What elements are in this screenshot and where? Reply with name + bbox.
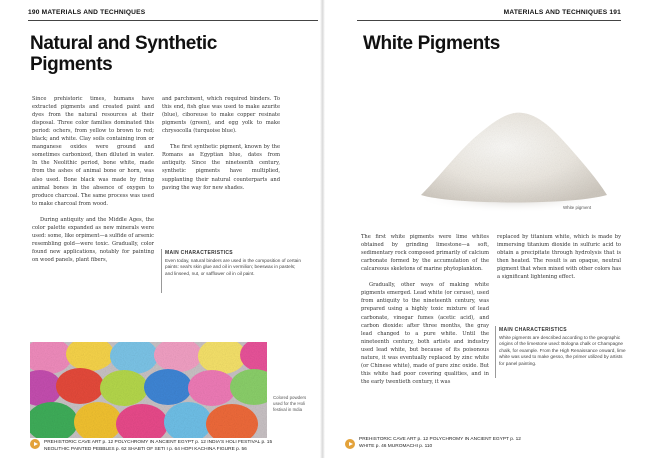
photo-caption-left: Colored powders used for the Holi festival in India [273, 395, 307, 412]
arrow-right-icon [30, 439, 40, 449]
crossref-line: WHITE p. 46 MUROMACHI p. 110 [359, 443, 433, 449]
right-page [323, 0, 645, 458]
paragraph: Gradually, other ways of making white pigments emerged. Lead white (or ceruse), used from antiquity to the nineteenth century, was prepared using a highly toxic mixture of lead carbonate, vinegar fumes (acetic acid), and carbon dioxide: after three months, the gray lead changed to a pure white. Until the nineteenth century, both artists and industry used lead white, but because of its poisonous nature, it was eventually replaced by zinc white (or Chinese white), made of pure zinc oxide. But this white had poor covering qualities, and in the early twentieth century, it was [361, 282, 489, 385]
left-column-1 [32, 87, 154, 272]
page-title-left: Natural and Synthetic Pigments [30, 33, 217, 76]
crossref-line: PREHISTORIC CAVE ART p. 12 POLYCHROMY IN ANCIENT EGYPT p. 12 INDIA'S HOLI FESTIVAL p. 15 [44, 440, 273, 445]
crossref-line: PREHISTORIC CAVE ART p. 12 POLYCHROMY IN ANCIENT EGYPT p. 12 [359, 437, 521, 442]
paragraph: replaced by titanium white, which is made by immersing titanium dioxide in sulfuric acid to obtain a precipitate through hydrolysis that is then heated. The result is an opaque, neutral pigment that when mixed with other colors has a significant lightening effect. [497, 234, 621, 281]
sidebar-rule [161, 249, 162, 293]
paragraph: and parchment, which required binders. To this end, fish glue was used to make azurite (blue), ciboreuse to make copper resinate pigments (green), and egg yolk to make chrysocolla (turquoise blue). [162, 96, 280, 135]
paragraph: During antiquity and the Middle Ages, the color palette expanded as new minerals were used: some, like orpiment—a sulfide of arsenic resembling gold—were toxic. Gradually, color found new applications, notably for painting on wood panels, plant fibers, [32, 216, 154, 263]
cross-references-right [359, 437, 579, 450]
header-rule [28, 20, 318, 21]
right-column-1 [361, 225, 489, 394]
paragraph: Since prehistoric times, humans have extracted pigments and created paint and dyes from the natural resources at their disposal. Three color families dominated this period: ochers, from yellow to brown to red; black; and white. Clay soils containing iron or manganese oxides were ground and sometimes carbonized, then diluted in water. In the Neolithic period, bone white, made from the ashes of animal bone or horn, was also used. Bone black was made by firing animal bones in the absence of oxygen to produce charcoal. The same process was used to make charcoal from wood. [32, 96, 154, 207]
sidebar-text: White pigments are described according to the geographic origins of the limestone used: Bologna chalk or Champagne chalk, for example. From the High Renaissance onward, lime white was used to make gesso, the primer utilized by artists for panel painting. [499, 335, 626, 366]
sidebar-rule [495, 326, 496, 378]
paragraph: The first synthetic pigment, known by the Romans as Egyptian blue, dates from antiquity. Since the nineteenth century, synthetic pigments have multiplied, supplanting their natural counterparts and paving the way for new shades. [162, 144, 280, 191]
right-column-2 [497, 225, 621, 289]
left-page [0, 0, 322, 458]
running-head-right: MATERIALS AND TECHNIQUES 191 [503, 9, 621, 16]
crossref-line: NEOLITHIC PAINTED PEBBLES p. 62 SHABTI OF SETI I p. 64 HOPI KACHINA FIGURE p. 56 [44, 446, 247, 452]
sidebar-heading: MAIN CHARACTERISTICS [499, 327, 567, 333]
paragraph: The first white pigments were lime whites obtained by grinding limestone—a soft, sedimentary rock composed primarily of calcium carbonate formed by the accumulation of the calcareous skeletons of marine phytoplankton. [361, 234, 489, 273]
colored-powders-image [30, 342, 267, 438]
cross-references-left [44, 440, 314, 453]
white-pigment-photo [413, 85, 613, 215]
sidebar-characteristics-left [165, 250, 303, 277]
running-head-left: 190 MATERIALS AND TECHNIQUES [28, 9, 146, 16]
sidebar-heading: MAIN CHARACTERISTICS [165, 250, 233, 256]
photo-caption-right: White pigment [563, 205, 592, 210]
page-title-right: White Pigments [363, 33, 500, 54]
sidebar-characteristics-right [499, 327, 629, 367]
sidebar-text: Even today, natural binders are used in the composition of certain paints: seal's skin glue and oil in vermilion; beeswax in pastels; and linseed, nut, or safflower oil in oil paint. [165, 258, 301, 276]
left-column-2 [162, 87, 280, 200]
header-rule [357, 20, 621, 21]
colored-powders-photo [30, 342, 267, 438]
arrow-right-icon [345, 439, 355, 449]
